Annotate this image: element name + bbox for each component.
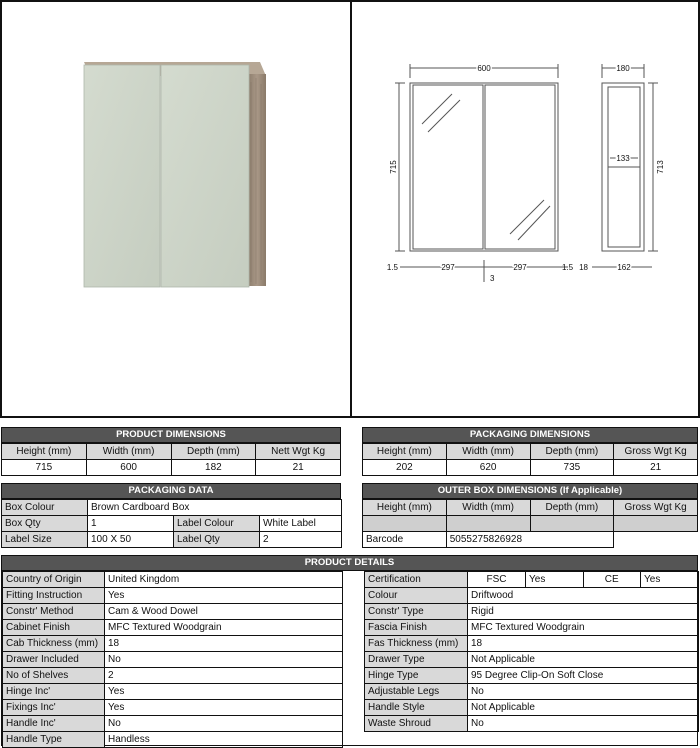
technical-drawing [352, 2, 698, 416]
dim-width: 600 [477, 64, 491, 73]
detail-row [365, 604, 699, 620]
detail-row [365, 716, 699, 732]
box-qty-label: Box Qty [2, 516, 88, 532]
detail-right-value: Rigid [468, 604, 699, 620]
detail-right-value: No [468, 684, 699, 700]
detail-right-label: Fas Thickness (mm) [365, 636, 468, 652]
product-dimensions-section [1, 427, 341, 476]
details-left-table [2, 571, 343, 748]
detail-left-label: Constr' Method [3, 604, 105, 620]
detail-left-value: Cam & Wood Dowel [105, 604, 343, 620]
detail-right-value: 95 Degree Clip-On Soft Close [468, 668, 699, 684]
outer-box-title: OUTER BOX DIMENSIONS (If Applicable) [362, 483, 698, 499]
pd-value-width: 600 [86, 460, 171, 476]
pkg-value-height: 202 [363, 460, 447, 476]
barcode-value: 5055275826928 [446, 532, 614, 548]
barcode-label: Barcode [363, 532, 447, 548]
detail-left-value: United Kingdom [105, 572, 343, 588]
detail-right-value: Not Applicable [468, 700, 699, 716]
detail-left-value: 2 [105, 668, 343, 684]
detail-left-value: Yes [105, 684, 343, 700]
detail-left-label: Country of Origin [3, 572, 105, 588]
detail-row [365, 684, 699, 700]
detail-left-value: 18 [105, 636, 343, 652]
detail-right-value: Driftwood [468, 588, 699, 604]
product-details-title: PRODUCT DETAILS [2, 556, 697, 571]
product-details-section [1, 555, 698, 746]
details-right-table [364, 571, 699, 732]
dim-center-gap: 3 [490, 274, 495, 283]
label-size-value: 100 X 50 [88, 532, 174, 548]
dim-side-back: 18 [579, 263, 588, 272]
detail-row [3, 700, 343, 716]
cert-fsc-value: Yes [526, 572, 584, 587]
ob-value-height [363, 516, 447, 532]
detail-row [3, 668, 343, 684]
detail-left-value: Yes [105, 588, 343, 604]
detail-left-value: No [105, 716, 343, 732]
detail-left-label: Hinge Inc' [3, 684, 105, 700]
detail-right-label: Hinge Type [365, 668, 468, 684]
detail-row [365, 700, 699, 716]
dim-door-left: 297 [441, 263, 455, 272]
ob-value-width [446, 516, 530, 532]
detail-row [365, 636, 699, 652]
detail-row [3, 604, 343, 620]
detail-left-label: Cab Thickness (mm) [3, 636, 105, 652]
cert-fsc-label: FSC [468, 572, 526, 587]
product-dimensions-title: PRODUCT DIMENSIONS [1, 427, 341, 443]
label-qty-value: 2 [260, 532, 342, 548]
packaging-data-section [1, 483, 341, 548]
detail-right-label: Colour [365, 588, 468, 604]
ob-header-height: Height (mm) [363, 500, 447, 516]
pkg-header-height: Height (mm) [363, 444, 447, 460]
cert-ce-value: Yes [641, 572, 699, 587]
pkg-header-depth: Depth (mm) [530, 444, 614, 460]
detail-right-label: Constr' Type [365, 604, 468, 620]
ob-header-weight: Gross Wgt Kg [614, 500, 698, 516]
ob-value-depth [530, 516, 614, 532]
detail-row [3, 716, 343, 732]
detail-row [3, 684, 343, 700]
detail-left-label: No of Shelves [3, 668, 105, 684]
detail-right-value: MFC Textured Woodgrain [468, 620, 699, 636]
certification-values [468, 572, 699, 588]
detail-row [3, 636, 343, 652]
dim-side-depth: 162 [617, 263, 631, 272]
barcode-spacer [614, 532, 698, 548]
dim-shelf: 133 [616, 154, 630, 163]
outer-box-section [362, 483, 698, 548]
detail-left-value: MFC Textured Woodgrain [105, 620, 343, 636]
pd-header-width: Width (mm) [86, 444, 171, 460]
detail-left-label: Handle Inc' [3, 716, 105, 732]
pkg-value-width: 620 [446, 460, 530, 476]
detail-right-label: Handle Style [365, 700, 468, 716]
detail-right-label: Adjustable Legs [365, 684, 468, 700]
ob-header-width: Width (mm) [446, 500, 530, 516]
detail-left-value: Yes [105, 700, 343, 716]
cert-ce-label: CE [583, 572, 641, 587]
label-colour-value: White Label [260, 516, 342, 532]
detail-left-label: Drawer Included [3, 652, 105, 668]
detail-row [3, 620, 343, 636]
detail-left-label: Handle Type [3, 732, 105, 748]
detail-row [365, 588, 699, 604]
label-colour-label: Label Colour [174, 516, 260, 532]
pd-value-depth: 182 [171, 460, 256, 476]
ob-value-weight [614, 516, 698, 532]
detail-row [365, 620, 699, 636]
pkg-header-width: Width (mm) [446, 444, 530, 460]
technical-drawing-panel [350, 0, 700, 418]
detail-left-label: Fitting Instruction [3, 588, 105, 604]
box-colour-value: Brown Cardboard Box [88, 500, 342, 516]
detail-row [3, 572, 343, 588]
label-qty-label: Label Qty [174, 532, 260, 548]
pd-header-height: Height (mm) [2, 444, 87, 460]
detail-row [3, 652, 343, 668]
box-colour-label: Box Colour [2, 500, 88, 516]
detail-row [3, 732, 343, 748]
dim-height-right: 713 [656, 160, 665, 174]
detail-row [365, 668, 699, 684]
detail-right-value: Not Applicable [468, 652, 699, 668]
detail-right-label: Fascia Finish [365, 620, 468, 636]
dim-gap-right: 1.5 [562, 263, 574, 272]
box-qty-value: 1 [88, 516, 174, 532]
packaging-data-title: PACKAGING DATA [1, 483, 341, 499]
dim-depth-top: 180 [616, 64, 630, 73]
detail-right-value: No [468, 716, 699, 732]
ob-header-depth: Depth (mm) [530, 500, 614, 516]
detail-row [3, 588, 343, 604]
detail-left-value: Handless [105, 732, 343, 748]
detail-right-label: Drawer Type [365, 652, 468, 668]
detail-left-value: No [105, 652, 343, 668]
packaging-dimensions-title: PACKAGING DIMENSIONS [362, 427, 698, 443]
pd-value-weight: 21 [256, 460, 341, 476]
pkg-header-weight: Gross Wgt Kg [614, 444, 698, 460]
detail-right-label: Waste Shroud [365, 716, 468, 732]
detail-left-label: Fixings Inc' [3, 700, 105, 716]
dim-door-right: 297 [513, 263, 527, 272]
pd-header-depth: Depth (mm) [171, 444, 256, 460]
dim-height-left: 715 [389, 160, 398, 174]
detail-right-value: 18 [468, 636, 699, 652]
detail-left-label: Cabinet Finish [3, 620, 105, 636]
pd-value-height: 715 [2, 460, 87, 476]
cabinet-photo [2, 2, 350, 416]
product-photo-panel [0, 0, 352, 418]
pd-header-weight: Nett Wgt Kg [256, 444, 341, 460]
pkg-value-depth: 735 [530, 460, 614, 476]
label-size-label: Label Size [2, 532, 88, 548]
certification-label: Certification [365, 572, 468, 588]
dim-gap-left: 1.5 [386, 263, 398, 272]
pkg-value-weight: 21 [614, 460, 698, 476]
packaging-dimensions-section [362, 427, 698, 476]
detail-row [365, 652, 699, 668]
